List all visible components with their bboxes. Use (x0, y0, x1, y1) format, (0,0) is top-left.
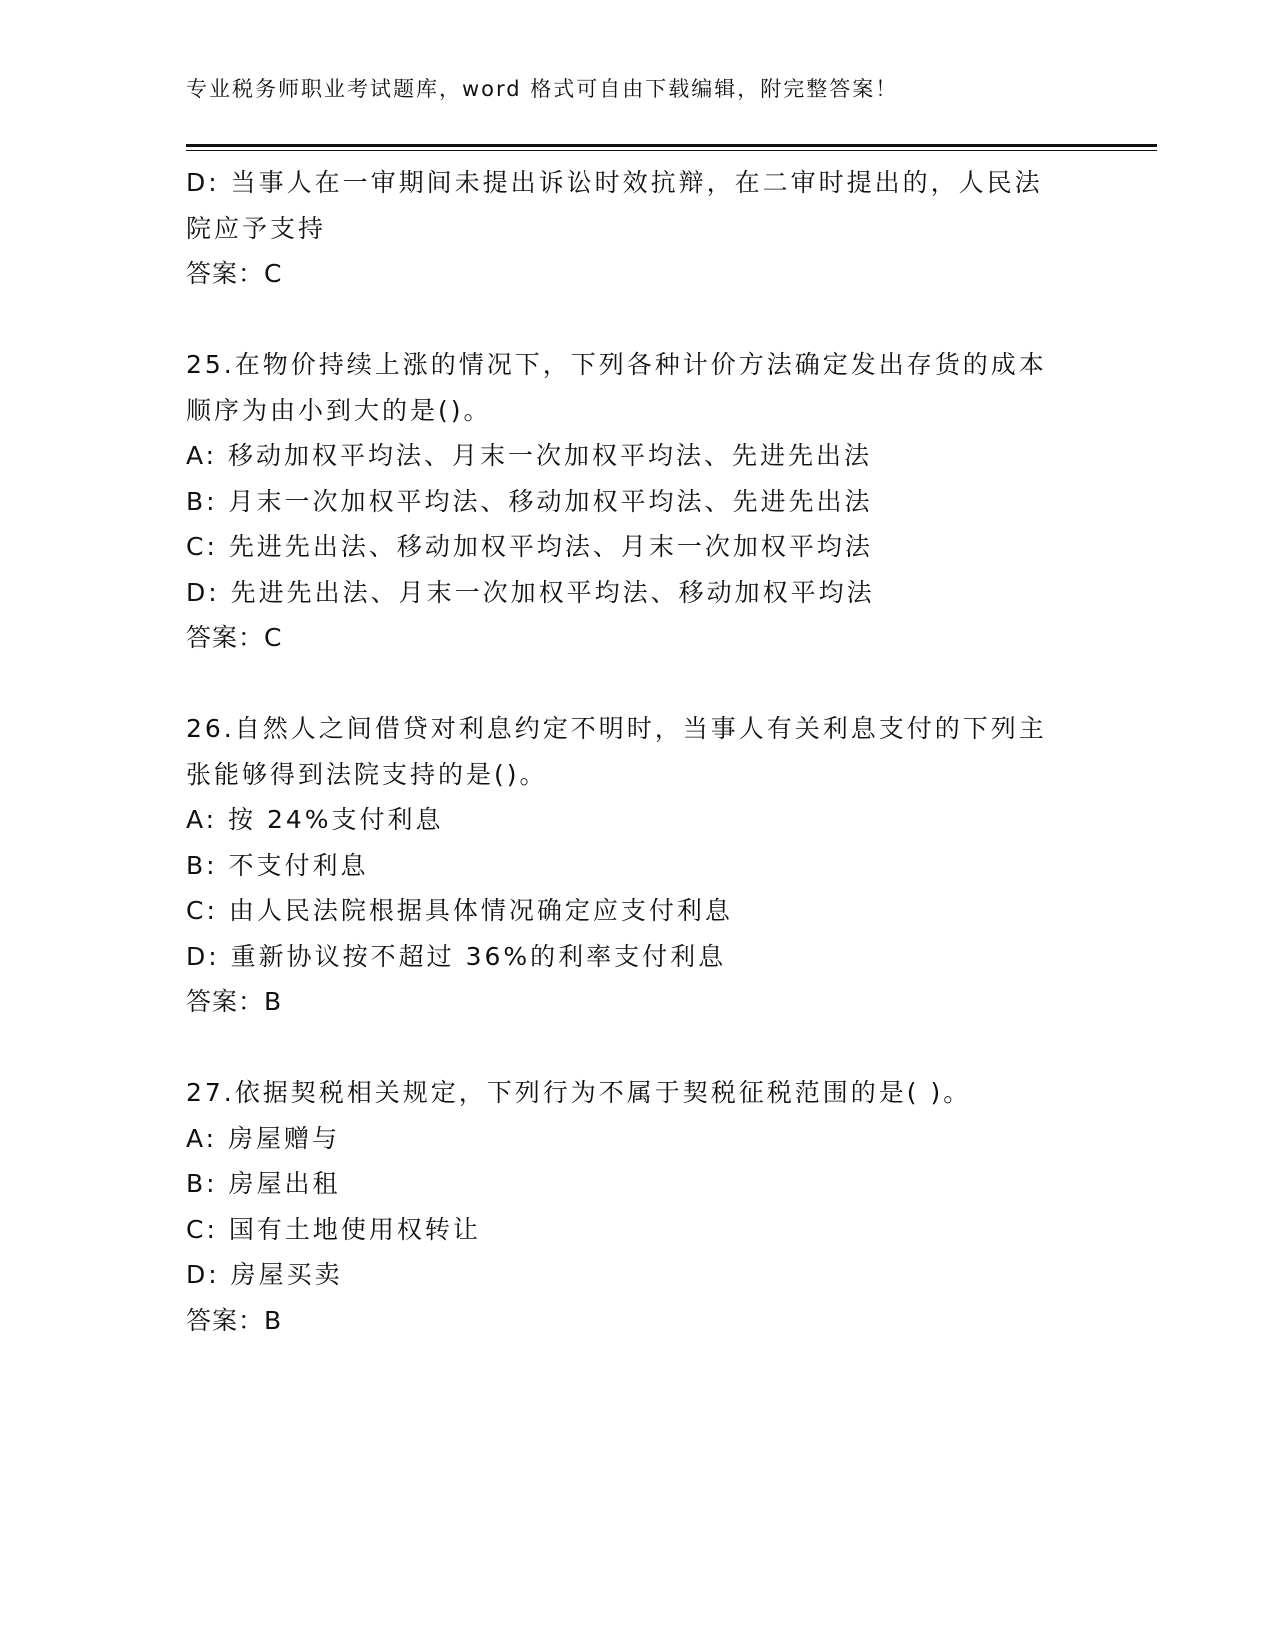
answer-line: 答案：C (186, 259, 283, 288)
answer-line: 答案：C (186, 623, 283, 652)
option-c: C: 由人民法院根据具体情况确定应支付利息 (186, 896, 733, 925)
option-d: D: 先进先出法、月末一次加权平均法、移动加权平均法 (186, 577, 875, 607)
question-26 (186, 706, 1086, 1025)
option-c: C: 先进先出法、移动加权平均法、月末一次加权平均法 (186, 532, 873, 561)
option-d: D: 重新协议按不超过 36%的利率支付利息 (186, 941, 727, 971)
question-27 (186, 1070, 1086, 1343)
option-d: D: 当事人在一审期间未提出诉讼时效抗辩，在二审时提出的，人民法 (186, 168, 1043, 197)
spacer (186, 297, 1086, 343)
page-header: 专业税务师职业考试题库，word 格式可自由下载编辑，附完整答案！ (186, 77, 899, 101)
question-stem: 26.自然人之间借贷对利息约定不明时，当事人有关利息支付的下列主 (186, 714, 1047, 743)
question-25 (186, 342, 1086, 661)
spacer (186, 661, 1086, 707)
question-stem: 25.在物价持续上涨的情况下，下列各种计价方法确定发出存货的成本 (186, 350, 1047, 379)
question-content (186, 160, 1086, 1343)
header-rule-thin (186, 150, 1157, 151)
option-d-continued: 院应予支持 (186, 213, 327, 243)
option-c: C: 国有土地使用权转让 (186, 1214, 481, 1244)
option-a: A: 按 24%支付利息 (186, 805, 444, 834)
answer-line: 答案：B (186, 1305, 283, 1335)
option-a: A: 房屋赠与 (186, 1123, 341, 1153)
option-b: B: 月末一次加权平均法、移动加权平均法、先进先出法 (186, 486, 873, 516)
option-a: A: 移动加权平均法、月末一次加权平均法、先进先出法 (186, 441, 873, 470)
question-stem: 27.依据契税相关规定，下列行为不属于契税征税范围的是( )。 (186, 1078, 972, 1107)
answer-line: 答案：B (186, 987, 283, 1016)
spacer (186, 1025, 1086, 1071)
question-stem-continued: 张能够得到法院支持的是()。 (186, 759, 548, 789)
option-b: B: 房屋出租 (186, 1169, 341, 1198)
option-b: B: 不支付利息 (186, 850, 369, 880)
header-rule-thick (186, 144, 1157, 147)
option-d: D: 房屋买卖 (186, 1260, 343, 1289)
question-stem-continued: 顺序为由小到大的是()。 (186, 395, 492, 425)
prev-question-block (186, 160, 1086, 297)
